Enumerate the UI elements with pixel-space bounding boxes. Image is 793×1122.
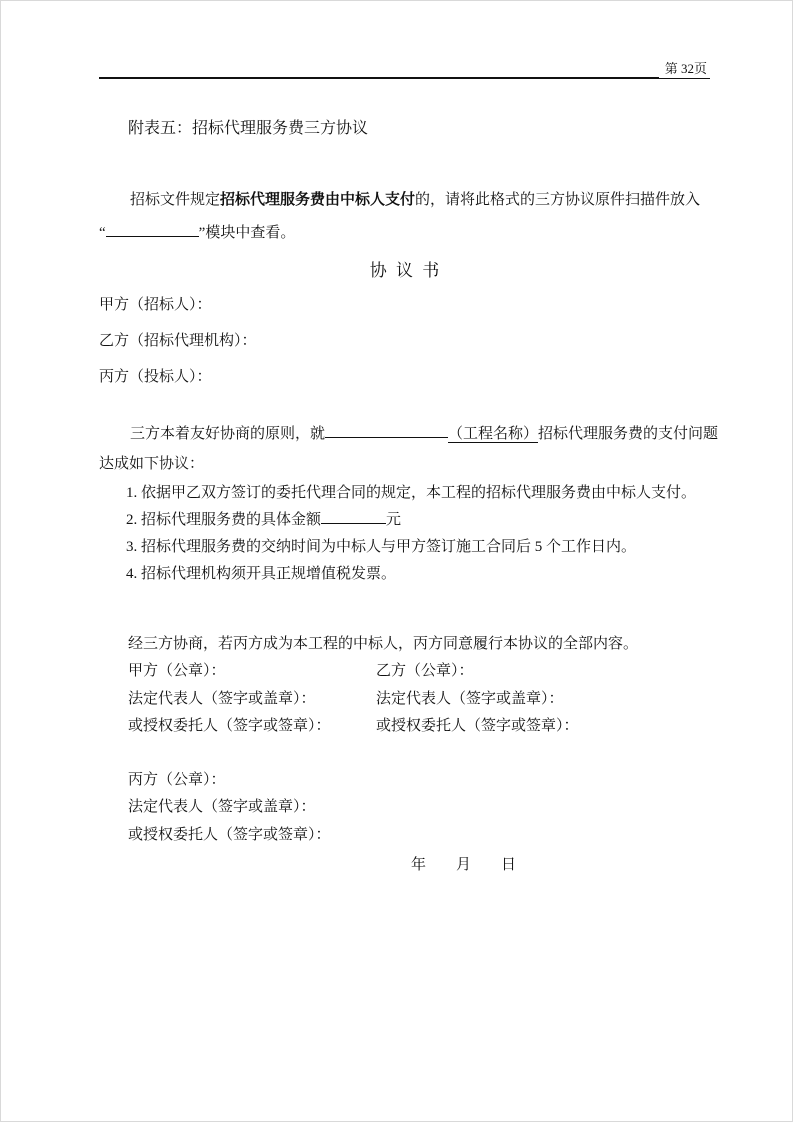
parties-list [99, 297, 710, 386]
signature-block-c [99, 767, 710, 850]
intro-line-1 [99, 184, 710, 217]
party-a-legal-rep-label: 法定代表人（签字或盖章）： [128, 690, 316, 707]
party-a-agent-label: 或授权委托人（签字或签章）： [128, 718, 331, 734]
preamble-lead: 三方本着友好协商的原则，就 [130, 426, 326, 442]
party-c-agent-label: 或授权委托人（签字或签章）： [128, 826, 331, 843]
close-quote: ” [198, 225, 206, 241]
party-b-line: 乙方（招标代理机构）： [99, 333, 257, 349]
project-name-blank [325, 423, 448, 438]
preamble-line-2: 达成如下协议： [99, 456, 205, 472]
signature-row-agent [128, 713, 710, 741]
clause-list [99, 480, 710, 588]
module-name-blank [106, 222, 199, 237]
intro-after-blank: 模块中查看。 [205, 225, 296, 241]
party-c-line: 丙方（投标人）： [99, 369, 212, 385]
clause-2-lead: 2. 招标代理服务费的具体金额 [126, 512, 322, 528]
attachment-title: 附表五：招标代理服务费三方协议 [128, 120, 369, 137]
intro-tail: 的，请将此格式的三方协议原件扫描件放入 [415, 192, 701, 208]
intro-paragraph [99, 184, 710, 250]
clause-4: 4. 招标代理机构须开具正规增值税发票。 [126, 566, 397, 582]
party-b-seal-label: 乙方（公章）： [376, 663, 474, 679]
clause-3: 3. 招标代理服务费的交纳时间为中标人与甲方签订施工合同后 5 个工作日内。 [126, 539, 637, 555]
intro-line-2 [99, 217, 710, 250]
party-c-legal-rep-label: 法定代表人（签字或盖章）： [128, 799, 316, 815]
header-rule [99, 77, 659, 79]
preamble-paragraph [99, 419, 719, 479]
signature-row-seal [128, 658, 710, 686]
closing-statement: 经三方协商，若丙方成为本工程的中标人，丙方同意履行本协议的全部内容。 [128, 636, 639, 652]
amount-blank [321, 509, 386, 524]
party-c-seal-label: 丙方（公章）： [128, 771, 226, 788]
clause-2 [126, 507, 710, 534]
page-number: 第 32页 [659, 60, 710, 79]
clause-2-tail: 元 [386, 512, 402, 528]
party-b-agent-label: 或授权委托人（签字或签章）： [376, 718, 579, 734]
date-line: 年 月 日 [411, 857, 517, 873]
intro-bold-clause: 招标代理服务费由中标人支付 [220, 192, 416, 208]
intro-lead: 招标文件规定 [130, 192, 221, 208]
party-a-seal-label: 甲方（公章）： [128, 663, 226, 679]
agreement-heading: 协 议 书 [369, 261, 440, 280]
project-name-caption: （工程名称） [448, 426, 539, 442]
party-a-line: 甲方（招标人）： [99, 297, 212, 313]
preamble-tail: 招标代理服务费的支付问题 [538, 426, 719, 442]
signature-block-ab [99, 658, 710, 741]
party-b-legal-rep-label: 法定代表人（签字或盖章）： [376, 690, 564, 707]
signature-row-legal-rep [128, 686, 710, 714]
clause-1: 1. 依据甲乙双方签订的委托代理合同的规定，本工程的招标代理服务费由中标人支付。 [126, 485, 697, 501]
preamble-line-1 [99, 419, 719, 449]
page-header [99, 1, 710, 79]
open-quote: “ [99, 225, 106, 241]
